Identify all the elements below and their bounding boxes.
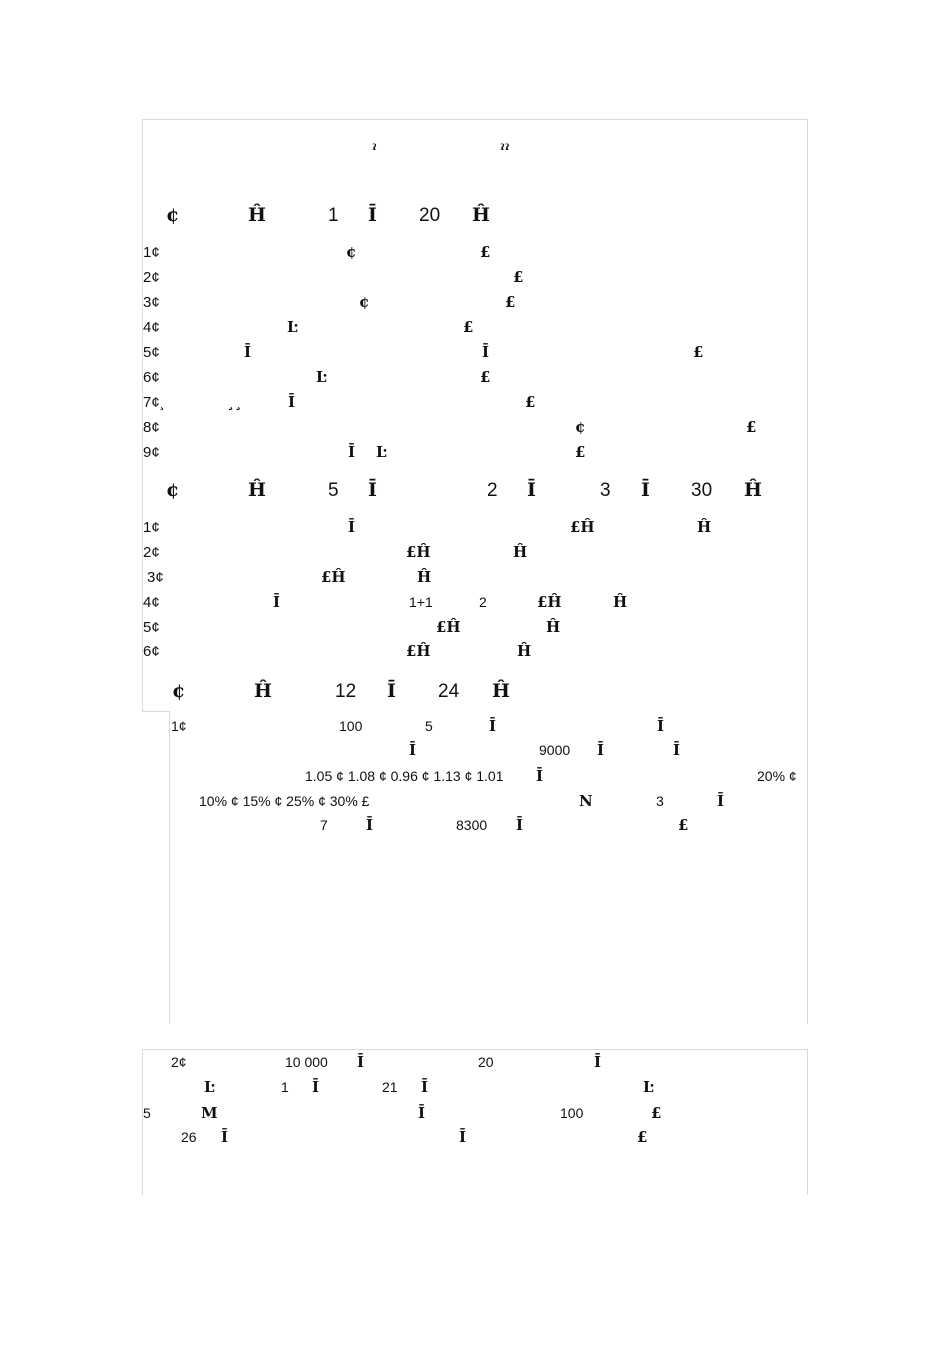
- item-text: 100: [339, 718, 363, 734]
- item-glyph: £: [513, 268, 524, 286]
- heading-number: 3: [600, 480, 611, 501]
- item-number: 6¢: [143, 369, 160, 386]
- heading-glyph: Ī: [641, 479, 650, 501]
- item-glyph: Ĥ: [517, 642, 532, 660]
- item-glyph: £: [463, 318, 474, 336]
- item-number: 1¢: [171, 718, 187, 734]
- item-glyph: Ī: [459, 1128, 467, 1146]
- item-text: 7: [320, 817, 328, 833]
- item-glyph: Ĥ: [697, 518, 712, 536]
- item-glyph: £Ĥ: [537, 593, 562, 611]
- item-glyph: £Ĥ: [570, 518, 595, 536]
- item-glyph: Ī: [357, 1053, 365, 1071]
- item-number: 3¢: [147, 569, 164, 586]
- item-glyph: £: [575, 443, 586, 461]
- item-glyph: Ŀ: [316, 368, 327, 386]
- heading-number: 5: [328, 480, 339, 501]
- item-text: 9000: [539, 742, 571, 758]
- item-glyph: Ŀ: [643, 1078, 654, 1096]
- item-glyph: Ī: [594, 1053, 602, 1071]
- heading-glyph: Ī: [368, 204, 377, 226]
- heading-glyph: Ĥ: [254, 680, 272, 702]
- heading-number: 12: [335, 681, 357, 702]
- item-glyph: Ī: [482, 343, 490, 361]
- item-text: 1: [281, 1079, 289, 1095]
- item-glyph: £Ĥ: [436, 618, 461, 636]
- item-glyph: Ī: [409, 741, 417, 759]
- item-text: 20: [478, 1054, 494, 1070]
- item-glyph: Ī: [221, 1128, 229, 1146]
- item-number: 7¢¸: [143, 394, 165, 411]
- item-glyph: Ī: [348, 443, 356, 461]
- item-glyph: Ī: [273, 593, 281, 611]
- item-number: 1¢: [143, 244, 160, 261]
- item-glyph: £Ĥ: [321, 568, 346, 586]
- item-glyph: Ŀ: [376, 443, 387, 461]
- heading-glyph: Ĥ: [492, 680, 510, 702]
- item-number: 9¢: [143, 444, 160, 461]
- item-number: 5¢: [143, 344, 160, 361]
- item-glyph: £: [693, 343, 704, 361]
- item-glyph: Ī: [244, 343, 252, 361]
- item-number: 4¢: [143, 319, 160, 336]
- item-glyph: Ī: [312, 1078, 320, 1096]
- heading-glyph: Ĥ: [248, 204, 266, 226]
- item-glyph: £: [480, 243, 491, 261]
- item-glyph: £: [651, 1104, 662, 1122]
- item-text: 1.05 ¢ 1.08 ¢ 0.96 ¢ 1.13 ¢ 1.01: [305, 768, 504, 784]
- item-glyph: ¸¸: [227, 393, 242, 411]
- item-text: 3: [656, 793, 664, 809]
- item-glyph: £: [678, 816, 689, 834]
- item-glyph: ¢: [575, 418, 586, 436]
- item-number: 5¢: [143, 619, 160, 636]
- item-number: 8¢: [143, 419, 160, 436]
- heading-number: 2: [487, 480, 498, 501]
- title-mark: ˀ: [372, 141, 377, 159]
- frame-right-line: [807, 119, 808, 1024]
- heading-number: 30: [691, 480, 713, 501]
- heading-glyph: Ĥ: [744, 479, 762, 501]
- item-glyph: Ŀ: [204, 1078, 215, 1096]
- item-glyph: Ī: [421, 1078, 429, 1096]
- frame2-left-line: [142, 1049, 143, 1195]
- item-glyph: £: [746, 418, 757, 436]
- item-glyph: ¢: [359, 293, 370, 311]
- item-text: 5: [425, 718, 433, 734]
- item-glyph: Ĥ: [613, 593, 628, 611]
- item-glyph: Ī: [348, 518, 356, 536]
- item-text: 1+1: [409, 594, 433, 610]
- heading-glyph: ¢: [172, 680, 186, 702]
- frame-inner-left-line: [169, 711, 170, 1024]
- item-glyph: £: [637, 1128, 648, 1146]
- item-glyph: £: [480, 368, 491, 386]
- item-number: 6¢: [143, 643, 160, 660]
- heading-number: 24: [438, 681, 460, 702]
- item-glyph: Ī: [717, 792, 725, 810]
- heading-glyph: ¢: [166, 204, 180, 226]
- item-glyph: £Ĥ: [406, 543, 431, 561]
- item-glyph: ¢: [346, 243, 357, 261]
- item-number: 3¢: [143, 294, 160, 311]
- item-number: 1¢: [143, 519, 160, 536]
- item-text: 100: [560, 1105, 584, 1121]
- item-glyph: Ī: [516, 816, 524, 834]
- heading-glyph: ¢: [166, 479, 180, 501]
- item-text: 21: [382, 1079, 398, 1095]
- item-glyph: £: [505, 293, 516, 311]
- item-glyph: Ī: [673, 741, 681, 759]
- item-glyph: £Ĥ: [406, 642, 431, 660]
- item-glyph: Ī: [366, 816, 374, 834]
- heading-glyph: Ī: [368, 479, 377, 501]
- item-glyph: Ī: [489, 717, 497, 735]
- item-glyph: Ī: [288, 393, 296, 411]
- heading-number: 1: [328, 205, 339, 226]
- item-glyph: Ī: [597, 741, 605, 759]
- frame2-top-line: [142, 1049, 808, 1050]
- item-text: 20% ¢: [757, 768, 797, 784]
- item-glyph: Ī: [536, 767, 544, 785]
- frame2-right-line: [807, 1049, 808, 1195]
- heading-glyph: Ĥ: [248, 479, 266, 501]
- item-glyph: N: [579, 792, 593, 810]
- item-glyph: Ŀ: [287, 318, 298, 336]
- frame-top-line: [142, 119, 808, 120]
- item-number: 2¢: [171, 1054, 187, 1070]
- item-text: 5: [143, 1105, 151, 1121]
- heading-number: 20: [419, 205, 441, 226]
- item-glyph: Ĥ: [546, 618, 561, 636]
- heading-glyph: Ī: [527, 479, 536, 501]
- frame-step-line: [142, 711, 169, 712]
- title-mark: ˀˀ: [500, 141, 510, 159]
- heading-glyph: Ĥ: [472, 204, 490, 226]
- item-text: 10% ¢ 15% ¢ 25% ¢ 30% £: [199, 793, 370, 809]
- item-text: 8300: [456, 817, 488, 833]
- item-glyph: Ī: [657, 717, 665, 735]
- item-text: 2: [479, 594, 487, 610]
- item-glyph: M: [201, 1104, 218, 1122]
- item-text: 10 000: [285, 1054, 328, 1070]
- item-glyph: Ĥ: [513, 543, 528, 561]
- item-glyph: Ĥ: [417, 568, 432, 586]
- item-glyph: £: [525, 393, 536, 411]
- item-number: 2¢: [143, 544, 160, 561]
- heading-glyph: Ī: [387, 680, 396, 702]
- item-glyph: Ī: [418, 1104, 426, 1122]
- item-text: 26: [181, 1129, 197, 1145]
- item-number: 4¢: [143, 594, 160, 611]
- item-number: 2¢: [143, 269, 160, 286]
